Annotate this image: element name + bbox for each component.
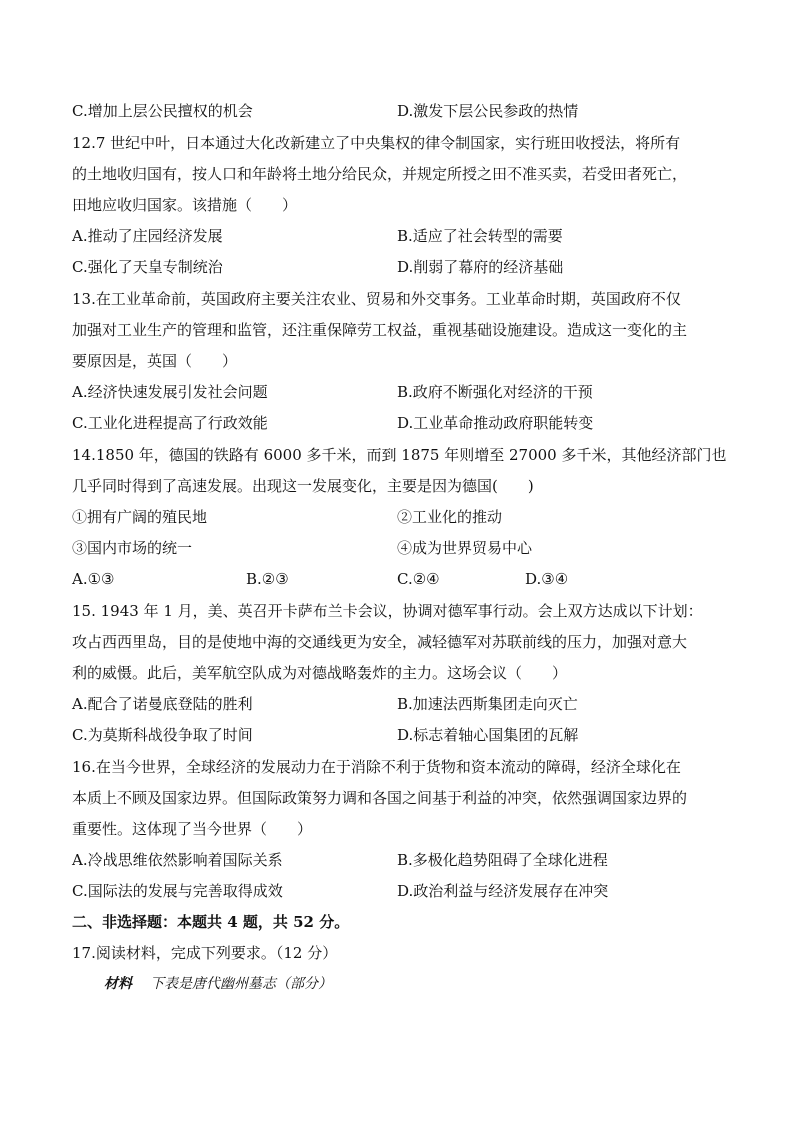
q12-option-c: C.强化了天皇专制统治 — [72, 258, 223, 276]
q14-items-row-1 — [72, 506, 732, 528]
q12-options-row-1 — [72, 225, 732, 247]
q13-option-d: D.工业革命推动政府职能转变 — [397, 414, 594, 432]
section-heading: 二、非选择题：本题共 4 题，共 52 分。 — [72, 913, 350, 931]
q15-stem-line-1: 15. 1943 年 1 月，美、英召开卡萨布兰卡会议，协调对德军事行动。会上双方达成以下计划： — [72, 602, 703, 620]
q12-stem-line-1: 12.7 世纪中叶，日本通过大化改新建立了中央集权的律令制国家，实行班田收授法，将所有 — [72, 134, 681, 152]
q13-stem-line-2: 加强对工业生产的管理和监管，还注重保障劳工权益，重视基础设施建设。造成这一变化的主 — [72, 321, 688, 339]
q16-option-b: B.多极化趋势阻碍了全球化进程 — [397, 851, 608, 869]
q12-option-d: D.削弱了幕府的经济基础 — [397, 258, 564, 276]
q11-option-c: C.增加上层公民擅权的机会 — [72, 102, 253, 120]
q13-options-row-2 — [72, 412, 732, 434]
q14-stem-line-1: 14.1850 年，德国的铁路有 6000 多千米，而到 1875 年则增至 27000 多千米，其他经济部门也 — [72, 446, 727, 464]
q13-stem-line-3: 要原因是，英国（ ） — [72, 352, 238, 370]
q16-stem-line-3: 重要性。这体现了当今世界（ ） — [72, 820, 313, 838]
q14-item-2: ②工业化的推动 — [397, 508, 503, 526]
q15-option-a: A.配合了诺曼底登陆的胜利 — [72, 695, 253, 713]
q15-options-row-2 — [72, 724, 732, 746]
material-label: 材料 — [104, 976, 132, 992]
q15-option-b: B.加速法西斯集团走向灭亡 — [397, 695, 578, 713]
q16-option-d: D.政治利益与经济发展存在冲突 — [397, 882, 609, 900]
q17-material — [104, 973, 764, 995]
q12-stem-line-3: 田地应收归国家。该措施（ ） — [72, 196, 298, 214]
q15-options-row-1 — [72, 693, 732, 715]
q16-option-c: C.国际法的发展与完善取得成效 — [72, 882, 283, 900]
q12-option-a: A.推动了庄园经济发展 — [72, 227, 223, 245]
material-text: 下表是唐代幽州墓志（部分） — [150, 976, 332, 992]
q13-option-a: A.经济快速发展引发社会问题 — [72, 383, 268, 401]
q14-stem-line-2: 几乎同时得到了高速发展。出现这一发展变化，主要是因为德国( ) — [72, 477, 534, 495]
q16-options-row-2 — [72, 880, 732, 902]
q16-option-a: A.冷战思维依然影响着国际关系 — [72, 851, 283, 869]
q13-option-b: B.政府不断强化对经济的干预 — [397, 383, 593, 401]
q15-option-c: C.为莫斯科战役争取了时间 — [72, 726, 253, 744]
q13-option-c: C.工业化进程提高了行政效能 — [72, 414, 268, 432]
q15-stem-line-3: 利的威慑。此后，美军航空队成为对德战略轰炸的主力。这场会议（ ） — [72, 664, 568, 682]
q14-item-3: ③国内市场的统一 — [72, 539, 193, 557]
q14-option-a: A.①③ — [72, 570, 115, 588]
q15-option-d: D.标志着轴心国集团的瓦解 — [397, 726, 579, 744]
q11-option-d: D.激发下层公民参政的热情 — [397, 102, 579, 120]
q16-stem-line-1: 16.在当今世界，全球经济的发展动力在于消除不利于货物和资本流动的障碍，经济全球化在 — [72, 758, 681, 776]
q14-options-row — [72, 568, 732, 590]
q14-option-d: D.③④ — [525, 570, 569, 588]
q13-options-row-1 — [72, 381, 732, 403]
q16-stem-line-2: 本质上不顾及国家边界。但国际政策努力调和各国之间基于利益的冲突，依然强调国家边界的 — [72, 789, 688, 807]
q12-option-b: B.适应了社会转型的需要 — [397, 227, 563, 245]
q12-options-row-2 — [72, 256, 732, 278]
q14-item-4: ④成为世界贸易中心 — [397, 539, 533, 557]
q12-stem-line-2: 的土地收归国有，按人口和年龄将土地分给民众，并规定所授之田不准买卖，若受田者死亡， — [72, 165, 688, 183]
q14-option-c: C.②④ — [397, 570, 440, 588]
q14-items-row-2 — [72, 537, 732, 559]
q17-stem: 17.阅读材料，完成下列要求。（12 分） — [72, 944, 338, 962]
q16-options-row-1 — [72, 849, 732, 871]
q15-stem-line-2: 攻占西西里岛，目的是使地中海的交通线更为安全，减轻德军对苏联前线的压力，加强对意大 — [72, 633, 688, 651]
q14-item-1: ①拥有广阔的殖民地 — [72, 508, 208, 526]
q13-stem-line-1: 13.在工业革命前，英国政府主要关注农业、贸易和外交事务。工业革命时期，英国政府不仅 — [72, 290, 681, 308]
q11-options-row — [72, 100, 732, 122]
q14-option-b: B.②③ — [246, 570, 289, 588]
